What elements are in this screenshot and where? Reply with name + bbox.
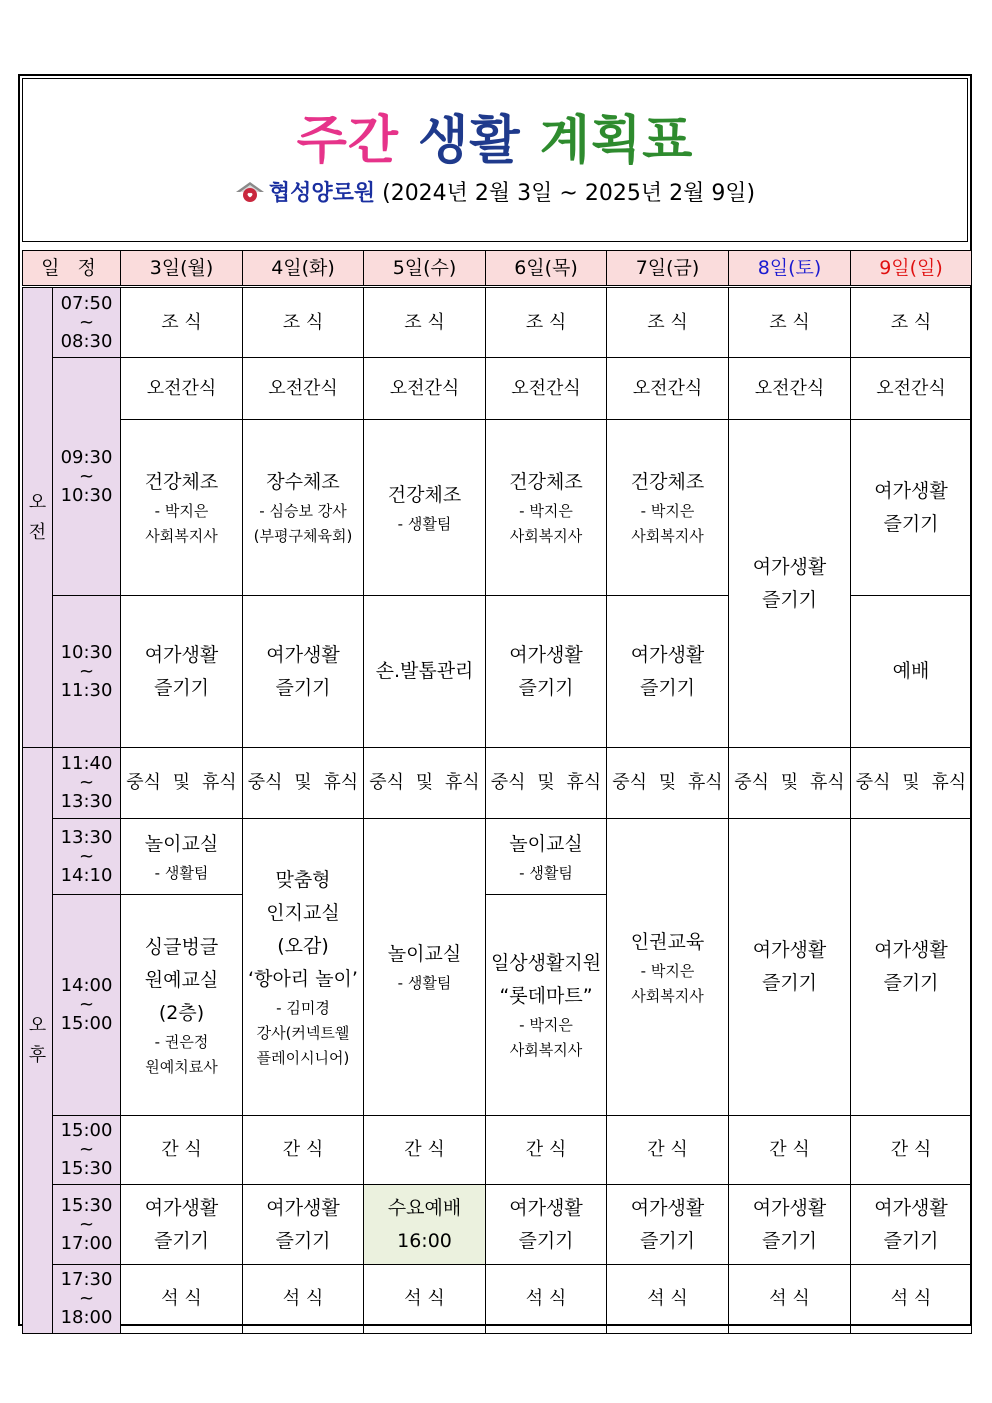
lunch-cell: 중식 및 휴식 (851, 748, 972, 819)
day-header-sat: 8일(토) (729, 251, 851, 287)
afternoon-sat (729, 819, 851, 1116)
late-morning-wed (364, 596, 486, 748)
page-header (22, 78, 968, 242)
title-word-1: 주간 (296, 111, 400, 171)
activity-title: 건강체조 (144, 471, 219, 493)
activity-subtitle: 즐기기 (883, 972, 939, 994)
activity-title: 건강체조 (387, 483, 462, 506)
morning-snack-cell: 오전간식 (851, 358, 972, 420)
time-1730 (53, 1265, 121, 1334)
activity-subtitle: 즐기기 (518, 1229, 574, 1252)
morning-snack-cell: 오전간식 (243, 358, 364, 420)
activity-title: 여가생활 (874, 479, 948, 502)
activity-leader: - 박지은 (154, 502, 209, 520)
breakfast-cell: 조 식 (486, 287, 607, 358)
time-1030 (53, 596, 121, 748)
activity-title: 여가생활 (509, 643, 583, 666)
activity-title: 여가생활 (630, 643, 705, 666)
time-tilde: ~ (78, 1213, 95, 1235)
activity-role: 원예치료사 (145, 1057, 218, 1076)
title-word-3: 계획표 (539, 111, 694, 171)
activity-title: 놀이교실 (387, 943, 462, 965)
row-evening-leisure (23, 1185, 972, 1265)
activity-title: 여가생활 (752, 555, 827, 578)
afternoon-thu (486, 895, 607, 1116)
activity-title: 여가생활 (144, 643, 219, 666)
afternoon-sun (851, 819, 972, 1116)
dinner-cell: 석 식 (243, 1265, 364, 1334)
org-name: 협성양로원 (268, 181, 376, 206)
activity-role: 사회복지사 (145, 527, 218, 545)
snack-cell: 간 식 (851, 1116, 972, 1185)
activity-title: 수요예배 (387, 1196, 462, 1219)
dinner-cell: 석 식 (607, 1265, 729, 1334)
time-end: 18:00 (60, 1307, 113, 1328)
time-start: 09:30 (60, 446, 113, 468)
activity-subtitle: 즐기기 (883, 1229, 939, 1252)
time-start: 13:30 (60, 826, 113, 848)
activity-title: 인권교육 (630, 930, 705, 953)
activity-role: 사회복지사 (509, 1041, 583, 1059)
schedule-period: (2024년 2월 3일 ~ 2025년 2월 9일) (382, 181, 756, 206)
time-tilde: ~ (78, 845, 95, 867)
breakfast-cell: 조 식 (364, 287, 486, 358)
activity-subtitle: 즐기기 (639, 676, 696, 699)
snack-cell: 간 식 (243, 1116, 364, 1185)
late-morning-thu (486, 596, 607, 748)
time-end: 11:30 (60, 679, 113, 701)
morning-snack-cell: 오전간식 (364, 358, 486, 420)
day-header-sun: 9일(일) (851, 251, 972, 287)
time-tilde: ~ (78, 1288, 95, 1309)
time-end: 08:30 (60, 330, 113, 352)
time-end: 17:00 (60, 1232, 113, 1254)
breakfast-cell: 조 식 (607, 287, 729, 358)
activity-title: 건강체조 (509, 471, 583, 493)
lunch-cell: 중식 및 휴식 (486, 748, 607, 819)
activity-leader: - 생활팀 (519, 863, 573, 882)
activity-role: 사회복지사 (509, 527, 583, 545)
dinner-cell: 석 식 (364, 1265, 486, 1334)
activity-org: 플레이시니어) (256, 1048, 350, 1067)
activity-leader: - 생활팀 (154, 863, 209, 882)
time-start: 14:00 (60, 975, 113, 996)
activity-leader: - 생활팀 (397, 974, 452, 992)
afternoon1-mon (121, 819, 243, 895)
day-header-fri: 7일(금) (607, 251, 729, 287)
exercise-mon (121, 420, 243, 596)
lunch-cell: 중식 및 휴식 (729, 748, 851, 819)
afternoon-wed (364, 819, 486, 1116)
time-end: 15:00 (60, 1013, 113, 1034)
lunch-cell: 중식 및 휴식 (243, 748, 364, 819)
activity-time: 16:00 (397, 1229, 452, 1252)
page-title (23, 109, 967, 173)
activity-role: 사회복지사 (631, 527, 704, 545)
row-afternoon-1 (23, 819, 972, 895)
time-1330 (53, 819, 121, 895)
activity-leader: - 생활팀 (397, 514, 452, 533)
activity-title: 예배 (892, 660, 930, 682)
snack-cell: 간 식 (729, 1116, 851, 1185)
snack-cell: 간 식 (486, 1116, 607, 1185)
period-pm (23, 748, 53, 1334)
activity-subtitle: 즐기기 (639, 1229, 696, 1252)
activity-title: 건강체조 (630, 471, 705, 493)
time-end: 10:30 (60, 484, 113, 506)
schedule-table (22, 250, 972, 1334)
activity-role: 사회복지사 (631, 986, 704, 1005)
day-header-thu: 6일(목) (486, 251, 607, 287)
period-am (23, 287, 53, 748)
afternoon-tue (243, 819, 364, 1116)
afternoon-mon (121, 895, 243, 1116)
exercise-wed (364, 420, 486, 596)
time-start: 17:30 (60, 1269, 113, 1290)
activity-title: 놀이교실 (509, 832, 583, 855)
time-start: 15:30 (60, 1194, 113, 1216)
house-heart-logo-icon (235, 181, 265, 203)
activity-title: 여가생활 (144, 1196, 219, 1219)
activity-leader: - 박지은 (640, 961, 695, 980)
activity-title: 놀이교실 (144, 832, 219, 855)
activity-subtitle: 즐기기 (761, 1229, 818, 1252)
morning-snack-cell: 오전간식 (729, 358, 851, 420)
evening-leisure-tue (243, 1185, 364, 1265)
afternoon-fri (607, 819, 729, 1116)
activity-role: 강사(커넥트웰 (256, 1023, 350, 1042)
activity-subtitle: 즐기기 (275, 1229, 331, 1252)
row-exercise (23, 420, 972, 596)
row-dinner (23, 1265, 972, 1334)
activity-subtitle: 즐기기 (761, 588, 818, 611)
exercise-thu (486, 420, 607, 596)
activity-title: 여가생활 (874, 1196, 948, 1219)
period-am-label: 오 전 (28, 491, 47, 543)
morning-snack-cell: 오전간식 (121, 358, 243, 420)
exercise-tue (243, 420, 364, 596)
time-tilde: ~ (78, 1139, 95, 1160)
activity-title-2: 원예교실 (144, 968, 219, 991)
exercise-fri (607, 420, 729, 596)
lunch-cell: 중식 및 휴식 (607, 748, 729, 819)
time-end: 15:30 (60, 1158, 113, 1179)
activity-title-3: (오감) (277, 934, 329, 957)
activity-subtitle: 즐기기 (761, 972, 818, 994)
activity-leader: - 권은정 (154, 1032, 209, 1051)
evening-leisure-sun (851, 1185, 972, 1265)
breakfast-cell: 조 식 (243, 287, 364, 358)
time-tilde: ~ (78, 660, 95, 682)
time-start: 10:30 (60, 641, 113, 663)
evening-leisure-fri (607, 1185, 729, 1265)
activity-leader: - 박지은 (519, 502, 573, 520)
breakfast-cell: 조 식 (729, 287, 851, 358)
activity-title: 여가생활 (752, 939, 827, 961)
dinner-cell: 석 식 (851, 1265, 972, 1334)
activity-title: 장수체조 (266, 471, 340, 493)
activity-subtitle: 즐기기 (153, 676, 210, 699)
row-lunch (23, 748, 972, 819)
row-morning-snack (23, 358, 972, 420)
activity-leader: - 김미경 (276, 998, 330, 1017)
time-1530 (53, 1185, 121, 1265)
activity-title: 여가생활 (266, 643, 340, 666)
activity-subtitle: 즐기기 (275, 676, 331, 699)
breakfast-cell: 조 식 (851, 287, 972, 358)
time-1400 (53, 895, 121, 1116)
activity-title-4: ‘항아리 놀이’ (248, 967, 358, 990)
activity-role: (부평구체육회) (253, 527, 353, 545)
time-1500 (53, 1116, 121, 1185)
dinner-cell: 석 식 (729, 1265, 851, 1334)
activity-title: 여가생활 (874, 939, 948, 961)
row-snack (23, 1116, 972, 1185)
period-pm-label: 오 후 (28, 1014, 47, 1066)
page-subtitle (23, 179, 967, 209)
lunch-cell: 중식 및 휴식 (364, 748, 486, 819)
time-start: 07:50 (60, 292, 113, 314)
leisure-sat-morning (729, 420, 851, 748)
dinner-cell: 석 식 (486, 1265, 607, 1334)
activity-leader: - 박지은 (519, 1016, 573, 1034)
day-header-mon: 3일(월) (121, 251, 243, 287)
snack-cell: 간 식 (121, 1116, 243, 1185)
day-header-tue: 4일(화) (243, 251, 364, 287)
morning-snack-cell: 오전간식 (486, 358, 607, 420)
dinner-cell: 석 식 (121, 1265, 243, 1334)
activity-title: 손.발톱관리 (375, 660, 474, 682)
title-word-2: 생활 (418, 111, 521, 171)
activity-location: (2층) (158, 1001, 205, 1024)
late-morning-tue (243, 596, 364, 748)
activity-title: 맞춤형 (275, 868, 331, 891)
activity-subtitle: 즐기기 (153, 1229, 210, 1252)
late-morning-mon (121, 596, 243, 748)
activity-title: 여가생활 (266, 1196, 340, 1219)
time-start: 11:40 (60, 753, 113, 774)
time-0930 (53, 358, 121, 596)
time-1140 (53, 748, 121, 819)
activity-title: 일상생활지원 (490, 952, 602, 974)
activity-subtitle: “롯데마트” (499, 985, 593, 1007)
exercise-sun (851, 420, 972, 596)
activity-title: 싱글벙글 (144, 935, 219, 958)
evening-leisure-thu (486, 1185, 607, 1265)
lunch-cell: 중식 및 휴식 (121, 748, 243, 819)
corner-header: 일 정 (23, 251, 121, 287)
activity-title: 여가생활 (752, 1196, 827, 1219)
header-row (23, 251, 972, 287)
time-tilde: ~ (78, 311, 95, 333)
row-breakfast (23, 287, 972, 358)
activity-leader: - 박지은 (640, 502, 695, 520)
activity-leader: - 심승보 강사 (259, 502, 347, 520)
afternoon1-thu (486, 819, 607, 895)
activity-subtitle: 즐기기 (518, 676, 574, 699)
breakfast-cell: 조 식 (121, 287, 243, 358)
time-tilde: ~ (78, 465, 95, 487)
late-morning-fri (607, 596, 729, 748)
wed-worship (364, 1185, 486, 1265)
snack-cell: 간 식 (364, 1116, 486, 1185)
evening-leisure-sat (729, 1185, 851, 1265)
activity-title-2: 인지교실 (266, 901, 340, 924)
late-morning-sun (851, 596, 972, 748)
day-header-wed: 5일(수) (364, 251, 486, 287)
activity-subtitle: 즐기기 (883, 512, 939, 535)
time-end: 14:10 (60, 864, 113, 886)
time-0750 (53, 287, 121, 358)
activity-title: 여가생활 (630, 1196, 705, 1219)
snack-cell: 간 식 (607, 1116, 729, 1185)
time-tilde: ~ (78, 772, 95, 793)
morning-snack-cell: 오전간식 (607, 358, 729, 420)
time-end: 13:30 (60, 791, 113, 812)
activity-title: 여가생활 (509, 1196, 583, 1219)
time-tilde: ~ (78, 994, 95, 1015)
time-start: 15:00 (60, 1120, 113, 1141)
evening-leisure-mon (121, 1185, 243, 1265)
